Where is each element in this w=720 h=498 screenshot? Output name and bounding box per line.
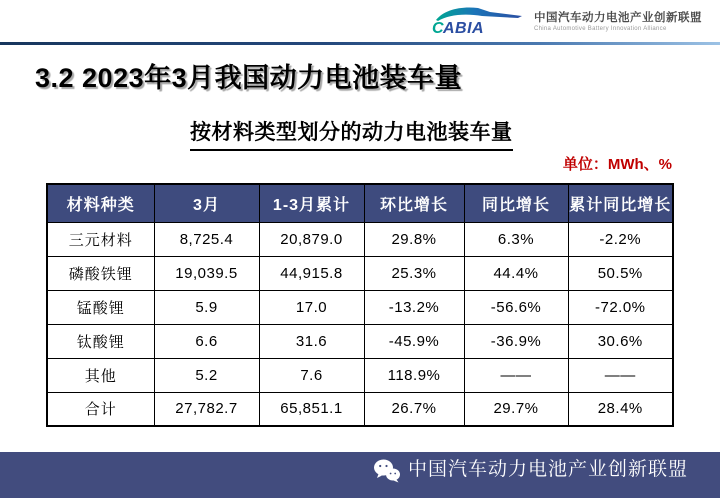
header-divider-rule — [0, 42, 720, 45]
table-cell: -45.9% — [364, 324, 464, 358]
table-cell: 8,725.4 — [154, 222, 259, 256]
table-cell: -2.2% — [568, 222, 673, 256]
table-row-total — [47, 392, 673, 426]
table-cell: 17.0 — [259, 290, 364, 324]
table-cell: -56.6% — [464, 290, 568, 324]
table-header-cell: 3月 — [154, 184, 259, 222]
table-header-cell: 环比增长 — [364, 184, 464, 222]
table-cell: 44.4% — [464, 256, 568, 290]
table-row — [47, 256, 673, 290]
table-title: 按材料类型划分的动力电池装车量 — [190, 116, 513, 151]
table-cell: 27,782.7 — [154, 392, 259, 426]
table-cell: 19,039.5 — [154, 256, 259, 290]
table-cell: 65,851.1 — [259, 392, 364, 426]
table-cell: —— — [464, 358, 568, 392]
table-cell: 29.8% — [364, 222, 464, 256]
table-cell: 6.3% — [464, 222, 568, 256]
org-name-cn: 中国汽车动力电池产业创新联盟 — [534, 12, 702, 24]
table-cell: 其他 — [47, 358, 154, 392]
footer-org-name: 中国汽车动力电池产业创新联盟 — [407, 459, 688, 480]
table-row — [47, 222, 673, 256]
page-title: 3.2 2023年3月我国动力电池装车量 — [35, 63, 463, 93]
battery-material-table — [46, 183, 674, 427]
table-cell: -72.0% — [568, 290, 673, 324]
table-header-cell: 同比增长 — [464, 184, 568, 222]
table-cell: 31.6 — [259, 324, 364, 358]
table-cell: 5.2 — [154, 358, 259, 392]
unit-label: 单位：MWh、% — [562, 156, 672, 173]
table-cell: 29.7% — [464, 392, 568, 426]
table-cell: 28.4% — [568, 392, 673, 426]
table-row — [47, 290, 673, 324]
table-cell: -36.9% — [464, 324, 568, 358]
table-cell: 30.6% — [568, 324, 673, 358]
brand-block — [430, 6, 702, 38]
table-cell: 20,879.0 — [259, 222, 364, 256]
table-cell: 25.3% — [364, 256, 464, 290]
table-header-cell: 累计同比增长 — [568, 184, 673, 222]
table-cell: 钛酸锂 — [47, 324, 154, 358]
table-cell: 44,915.8 — [259, 256, 364, 290]
table-cell: —— — [568, 358, 673, 392]
table-cell: -13.2% — [364, 290, 464, 324]
table-cell: 三元材料 — [47, 222, 154, 256]
table-cell: 6.6 — [154, 324, 259, 358]
table-cell: 7.6 — [259, 358, 364, 392]
table-row — [47, 358, 673, 392]
table-row — [47, 324, 673, 358]
table-cell: 锰酸锂 — [47, 290, 154, 324]
wechat-icon — [373, 458, 401, 484]
org-name-en: China Automotive Battery Innovation Alliance — [534, 26, 667, 32]
table-cell: 118.9% — [364, 358, 464, 392]
top-header — [0, 0, 720, 42]
table-cell: 26.7% — [364, 392, 464, 426]
table-cell: 5.9 — [154, 290, 259, 324]
brand-names — [534, 11, 702, 33]
table-cell: 磷酸铁锂 — [47, 256, 154, 290]
svg-text:C: C — [432, 20, 444, 37]
table-header-row — [47, 184, 673, 222]
table-cell: 合计 — [47, 392, 154, 426]
footer-bar — [0, 452, 720, 498]
table-header-cell: 材料种类 — [47, 184, 154, 222]
table-header-cell: 1-3月累计 — [259, 184, 364, 222]
svg-text:ABIA: ABIA — [443, 20, 485, 37]
table-cell: 50.5% — [568, 256, 673, 290]
cabia-car-swoosh-icon — [430, 6, 526, 38]
